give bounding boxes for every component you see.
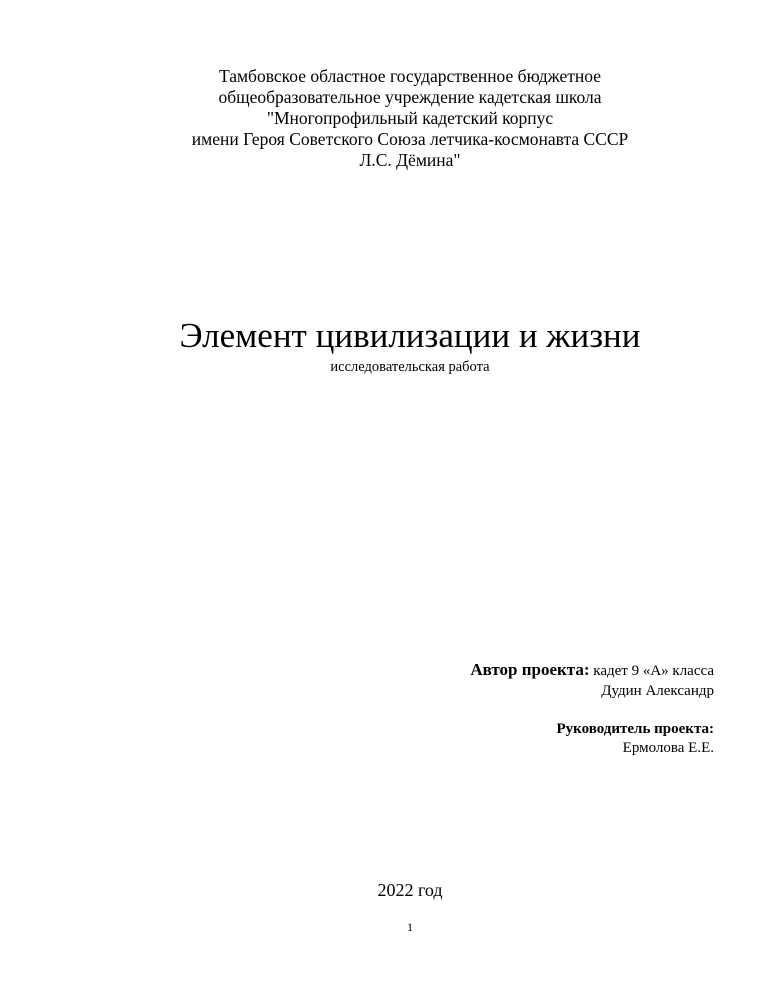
institution-line: Тамбовское областное государственное бюджетное: [218, 66, 602, 86]
author-name: Дудин Александр: [601, 683, 714, 699]
supervisor-label: Руководитель проекта:: [556, 721, 714, 737]
document-title: Элемент цивилизации и жизни: [179, 316, 641, 355]
supervisor-name: Ермолова Е.Е.: [622, 740, 714, 756]
institution-line: общеобразовательное учреждение кадетская школа: [218, 87, 602, 107]
supervisor-block: [557, 720, 715, 758]
institution-header: [0, 66, 768, 171]
author-rank: кадет 9 «А» класса: [593, 663, 714, 679]
author-line: [470, 660, 714, 681]
author-label: Автор проекта:: [470, 660, 590, 679]
page-number: 1: [407, 920, 413, 934]
institution-line: имени Героя Советского Союза летчика-космонавта СССР: [191, 129, 629, 149]
document-subtitle: исследовательская работа: [330, 359, 490, 375]
institution-line: "Многопрофильный кадетский корпус: [266, 108, 554, 128]
author-block: [470, 660, 714, 701]
institution-line: Л.С. Дёмина": [359, 150, 461, 170]
document-year: 2022 год: [377, 880, 443, 900]
